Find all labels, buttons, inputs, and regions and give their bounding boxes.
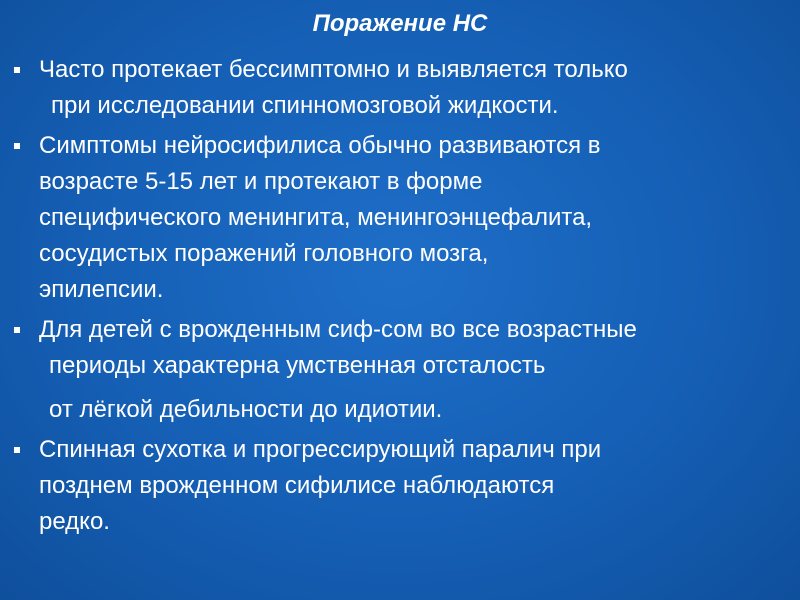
- bullet-line: редко.: [39, 508, 110, 535]
- square-bullet-icon: [14, 327, 20, 333]
- bullet-line: от лёгкой дебильности до идиотии.: [49, 396, 443, 423]
- bullet-line: специфического менингита, менингоэнцефалита,: [39, 204, 593, 231]
- bullet-line: при исследовании спинномозговой жидкости.: [51, 92, 559, 119]
- square-bullet-icon: [14, 67, 20, 73]
- square-bullet-icon: [14, 447, 20, 453]
- bullet-line: Для детей с врожденным сиф-сом во все возрастные: [39, 316, 637, 343]
- bullet-line: Часто протекает бессимптомно и выявляется только: [39, 56, 628, 83]
- slide-title: Поражение НС: [312, 10, 488, 37]
- bullet-line: периоды характерна умственная отсталость: [49, 352, 546, 379]
- bullet-item-1: [0, 52, 800, 124]
- bullet-line: позднем врожденном сифилисе наблюдаются: [39, 472, 555, 499]
- bullet-line: эпилепсии.: [39, 276, 164, 303]
- bullet-item-2: [0, 128, 800, 308]
- bullet-line: Спинная сухотка и прогрессирующий паралич при: [39, 436, 602, 463]
- bullet-list: [0, 52, 800, 544]
- bullet-item-4: [0, 432, 800, 540]
- square-bullet-icon: [14, 143, 20, 149]
- bullet-line: сосудистых поражений головного мозга,: [39, 240, 489, 267]
- bullet-line: Симптомы нейросифилиса обычно развиваются в: [39, 132, 601, 159]
- bullet-item-3: [0, 312, 800, 428]
- bullet-line: возрасте 5-15 лет и протекают в форме: [39, 168, 483, 195]
